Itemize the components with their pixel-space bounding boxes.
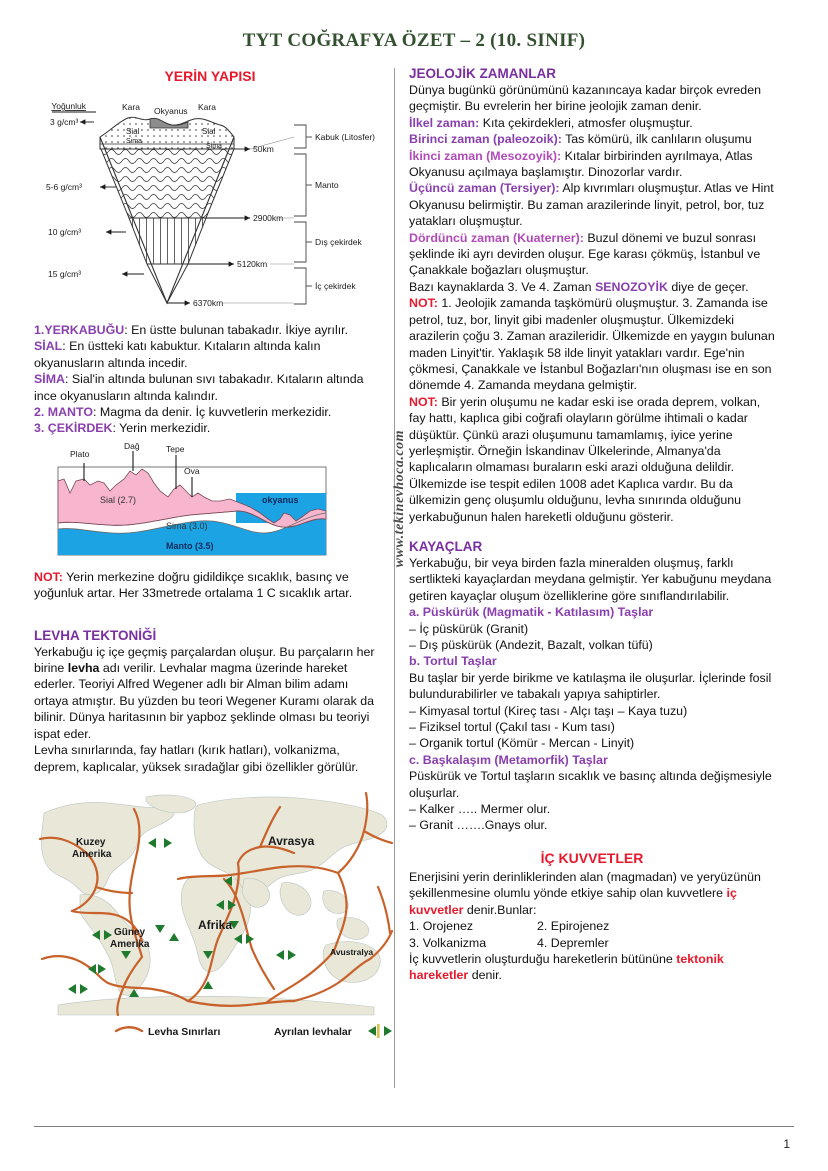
svg-text:15 g/cm³: 15 g/cm³: [48, 269, 82, 279]
note-label: NOT:: [34, 569, 63, 584]
two-column-layout: [34, 66, 794, 1088]
zaman-key: Üçüncü zaman (Tersiyer):: [409, 181, 560, 196]
crust-cross-section-diagram: [40, 441, 380, 559]
layer-key: SİMA: [34, 372, 65, 387]
svg-text:Avustralya: Avustralya: [330, 946, 374, 957]
section-heading-ic-kuvvetler: İÇ KUVVETLER: [540, 849, 644, 866]
svg-text:6370km: 6370km: [193, 298, 224, 308]
tectonics-paragraph-2: Levha sınırlarında, fay hatları (kırık hatları), volkanizma, deprem, kaplıcalar, yüksek sıradağlar gibi özellikler görülür.: [34, 743, 359, 774]
svg-text:Yoğunluk: Yoğunluk: [51, 101, 86, 111]
zaman-body: Alp kıvrımları oluşmuştur. Atlas ve Hint Okyanusu belirmiştir. Bu zaman arazilerinde linyit, petrol, bor, tuz yatakları oluşmuştur.: [409, 181, 774, 229]
tectonics-p1b: adı verilir. Levhalar magma üzerinde hareket ederler. Teoriyi Alfred Wegener adlı bir Alman bilim adamı ortaya atmıştır. Bu yüzden bu teori Wegener Kuramı olarak da bilinir. Dünya haritasının bir yapboz şeklinde olması bu teoriyi ispat eder.: [34, 661, 374, 741]
svg-text:Afrika: Afrika: [198, 917, 233, 932]
ic-kuvvetler-intro: [409, 869, 775, 918]
world-tectonic-map: [38, 783, 394, 1045]
zaman-body: Tas kömürü, ilk canlıların oluşumu: [561, 132, 752, 147]
svg-text:İç çekirdek: İç çekirdek: [315, 281, 356, 291]
svg-text:Dış çekirdek: Dış çekirdek: [315, 237, 362, 247]
tektonik-hareketler-keyword: tektonik hareketler: [409, 951, 724, 983]
zaman-dorduncu: [409, 230, 775, 279]
svg-text:Güney: Güney: [114, 926, 146, 938]
svg-text:Tepe: Tepe: [166, 443, 185, 454]
layer-key: 1.YERKABUĞU: [34, 323, 125, 337]
layer-manto: [34, 404, 386, 420]
section-heading-yerin-yapisi: YERİN YAPISI: [164, 68, 256, 84]
page-title: TYT COĞRAFYA ÖZET – 2 (10. SINIF): [242, 30, 586, 51]
note-jeolojik-1: [409, 295, 775, 393]
right-column: [395, 66, 775, 984]
left-column: [34, 66, 394, 1045]
svg-text:Sima: Sima: [206, 143, 222, 150]
layer-body: : En üstte bulunan tabakadır. İkiye ayrılır.: [124, 323, 349, 337]
svg-text:Kuzey: Kuzey: [76, 836, 106, 848]
section-heading-kayaclar: KAYAÇLAR: [409, 538, 483, 554]
kayac-group-b-item-1: – Fiziksel tortul (Çakıl tası - Kum tası): [409, 720, 615, 735]
svg-text:Dağ: Dağ: [124, 440, 140, 451]
svg-text:Kara: Kara: [122, 102, 140, 112]
ic-item-4: 4. Depremler: [537, 935, 609, 950]
jeolojik-intro: Dünya bugünkü görünümünü kazanıncaya kadar birçok evreden geçmiştir. Bu evrelerin her birine jeolojik zaman denir.: [409, 83, 761, 114]
layer-body: : En üstteki katı kabuktur. Kıtaların altında kalın okyanusların altında incedir.: [34, 339, 321, 370]
svg-text:okyanus: okyanus: [262, 494, 299, 505]
svg-text:Sial: Sial: [202, 127, 216, 136]
ic-kuvvetler-row-1: [409, 918, 775, 934]
zaman-key: Dördüncü zaman (Kuaterner):: [409, 230, 584, 245]
kayac-group-b-intro: Bu taşlar bir yerde birikme ve katılaşma ile oluşurlar. İçlerinde fosil bulundurabilirler ve tabakalı yapıya sahiptirler.: [409, 670, 772, 702]
zaman-ilkel: [409, 115, 775, 131]
svg-text:Ayrılan levhalar: Ayrılan levhalar: [274, 1025, 352, 1038]
svg-text:50km: 50km: [253, 144, 274, 154]
zaman-key: İlkel zaman:: [409, 115, 480, 130]
kayac-group-c-item-0: – Kalker ….. Mermer olur.: [409, 802, 551, 817]
footer-divider: [34, 1126, 794, 1127]
senozoik-keyword: SENOZOYİK: [594, 279, 668, 294]
note-label: NOT:: [409, 394, 438, 409]
note-body: 1. Jeolojik zamanda taşkömürü oluşmuştur. 3. Zamanda ise petrol, tuz, bor, linyit gibi madenler oluşmuştur. Ülkemizdeki arazilerin çoğu 3. Zaman arazileridir. Ülkemizde en yaygın bulunan maden Linyit'tir. Yaklaşık 58 ilde linyit yatakları vardır. Ege'nin çökmesi, Çanakkale ve İstanbul Boğazları'nın oluşması ise en son dönemde 4. Zamanda meydana gelmiştir.: [409, 296, 775, 393]
svg-text:Sial (2.7): Sial (2.7): [100, 494, 137, 505]
svg-text:Amerika: Amerika: [72, 848, 112, 860]
svg-text:Avrasya: Avrasya: [268, 833, 315, 848]
ic-item-2: 2. Epirojenez: [537, 919, 610, 934]
earth-layers-text: [34, 322, 386, 437]
svg-text:Manto (3.5): Manto (3.5): [166, 540, 214, 551]
zaman-ikinci: [409, 148, 775, 181]
zaman-body: Kıtalar birbirinden ayrılmaya, Atlas Okyanusu açılmaya başlamıştır. Dinozorlar vardır.: [409, 148, 753, 180]
kayac-group-a-item-0: – İç püskürük (Granit): [409, 621, 529, 636]
svg-text:5120km: 5120km: [237, 259, 268, 269]
layer-key: 3. ÇEKİRDEK: [34, 421, 113, 436]
kayac-group-b-item-2: – Organik tortul (Kömür - Mercan - Linyit): [409, 736, 635, 751]
closing-b: denir.: [468, 968, 503, 983]
kayac-group-c-title: c. Başkalaşım (Metamorfik) Taşlar: [409, 752, 608, 767]
layer-body: : Sial'in altında bulunan sıvı tabakadır. Kıtaların altında ince okyanusların altında kalındır.: [34, 372, 364, 403]
note-body: Yerin merkezine doğru gidildikçe sıcaklık, basınç ve yoğunluk artar. Her 33metrede ortalama 1 C sıcaklık artar.: [34, 569, 353, 601]
zaman-key: Birinci zaman (paleozoik):: [409, 132, 562, 147]
layer-yerkabugu: [34, 322, 386, 338]
svg-text:Plato: Plato: [70, 448, 90, 459]
tektonik-hareketler-line: [409, 951, 775, 984]
zaman-body: Kıta çekirdekleri, atmosfer oluşmuştur.: [479, 115, 693, 130]
svg-text:Manto: Manto: [315, 180, 339, 190]
svg-text:Amerika: Amerika: [110, 938, 150, 950]
layer-sima: [34, 371, 386, 404]
zaman-body: Buzul dönemi ve buzul sonrası şeklinde iki ayrı devirden oluşur. Ege karası çökmüş, İstanbul ve Çanakkale boğazları oluşmuştur.: [409, 230, 761, 278]
section-heading-levha-tektonigi: LEVHA TEKTONİĞİ: [34, 627, 157, 643]
svg-text:Kabuk (Litosfer): Kabuk (Litosfer): [315, 132, 375, 142]
note-yerin-merkezi: [34, 569, 386, 602]
section-heading-jeolojik-zamanlar: JEOLOJİK ZAMANLAR: [409, 66, 557, 81]
senozoik-b: diye de geçer.: [667, 279, 749, 294]
svg-text:2900km: 2900km: [253, 213, 284, 223]
zaman-key: İkinci zaman (Mesozoyik):: [409, 148, 562, 163]
svg-text:Sima: Sima: [126, 138, 142, 145]
svg-text:3 g/cm³: 3 g/cm³: [50, 117, 79, 127]
note-body: Bir yerin oluşumu ne kadar eski ise orada deprem, volkan, fay hattı, kaplıca gibi coğrafi olayların görülme ihtimali o kadar düşüktür. Çünkü arazi oluşumunu tamamlamış, iyice yerine yerleşmiştir. Örneğin İskandinav Ülkelerinde, Almanya'da kaplıcaların olmaması buraların eski arazi olduğuna delildir. Ülkemizde ise tespit edilen 1008 adet Kaplıca vardır. Bu da ülkemizin genç oluşumlu olduğunu, levha sınırında olduğunu yerkabuğunun halen hareketli olduğunu gösterir.: [409, 394, 761, 524]
ic-intro-b: denir.Bunlar:: [463, 902, 537, 917]
senozoik-a: Bazı kaynaklarda 3. Ve 4. Zaman: [409, 279, 595, 294]
page-number: 1: [783, 1137, 790, 1151]
layer-cekirdek: [34, 420, 386, 436]
svg-text:Levha Sınırları: Levha Sınırları: [148, 1025, 221, 1038]
note-jeolojik-2: [409, 394, 775, 525]
kayaclar-intro: Yerkabuğu, bir veya birden fazla mineralden oluşmuş, farklı sertlikteki kayaçlardan meydana gelmiştir. Yer kabuğunu meydana getiren kayaçlar oluşum özelliklerine göre sınıflandırılabilir.: [409, 555, 772, 603]
ic-kuvvetler-keyword: iç kuvvetler: [409, 886, 737, 917]
tectonics-paragraph-1: [34, 644, 386, 742]
zaman-birinci: [409, 131, 775, 147]
svg-text:Ova: Ova: [184, 465, 200, 476]
ic-kuvvetler-row-2: [409, 935, 775, 951]
svg-text:Okyanus: Okyanus: [154, 106, 188, 116]
ic-item-1: 1. Orojenez: [409, 919, 474, 934]
tectonics-levha-bold: levha: [67, 661, 100, 676]
svg-text:Sima (3.0): Sima (3.0): [166, 520, 208, 531]
closing-a: İç kuvvetlerin oluşturduğu hareketlerin bütününe: [409, 951, 677, 966]
zaman-ucuncu: [409, 180, 775, 229]
kayac-group-c-intro: Püskürük ve Tortul taşların sıcaklık ve basınç altında değişmesiyle oluşurlar.: [409, 769, 772, 800]
earth-structure-diagram: [38, 92, 390, 314]
senozoik-line: [409, 279, 775, 295]
kayac-group-a-item-1: – Dış püskürük (Andezit, Bazalt, volkan tüfü): [409, 638, 653, 652]
layer-body: : Yerin merkezidir.: [112, 421, 211, 436]
layer-key: SİAL: [34, 339, 63, 354]
svg-text:Kara: Kara: [198, 102, 216, 112]
kayac-group-b-item-0: – Kimyasal tortul (Kireç tası - Alçı taşı – Kaya tuzu): [409, 703, 688, 718]
tectonics-p1a: Yerkabuğu iç içe geçmiş parçalardan oluşur. Bu parçaların her birine: [34, 644, 375, 676]
kayac-group-c-item-1: – Granit …….Gnays olur.: [409, 818, 548, 833]
kayac-group-a-title: a. Püskürük (Magmatik - Katılasım) Taşlar: [409, 605, 654, 620]
svg-text:Sial: Sial: [126, 127, 140, 136]
svg-text:5-6 g/cm³: 5-6 g/cm³: [46, 182, 82, 192]
layer-body: : Magma da denir. İç kuvvetlerin merkezidir.: [92, 405, 332, 420]
kayac-group-b-title: b. Tortul Taşlar: [409, 654, 497, 669]
note-label: NOT:: [409, 296, 438, 311]
layer-sial: [34, 338, 386, 371]
svg-text:10 g/cm³: 10 g/cm³: [48, 227, 82, 237]
ic-item-3: 3. Volkanizma: [409, 935, 487, 950]
watermark-text: www.tekinevhoca.com: [392, 430, 407, 568]
ic-intro-a: Enerjisini yerin derinliklerinden alan (magmadan) ve yeryüzünün şekillenmesine olumlu yönde etkiye sahip olan kuvvetlere: [409, 869, 761, 901]
layer-key: 2. MANTO: [34, 405, 93, 420]
